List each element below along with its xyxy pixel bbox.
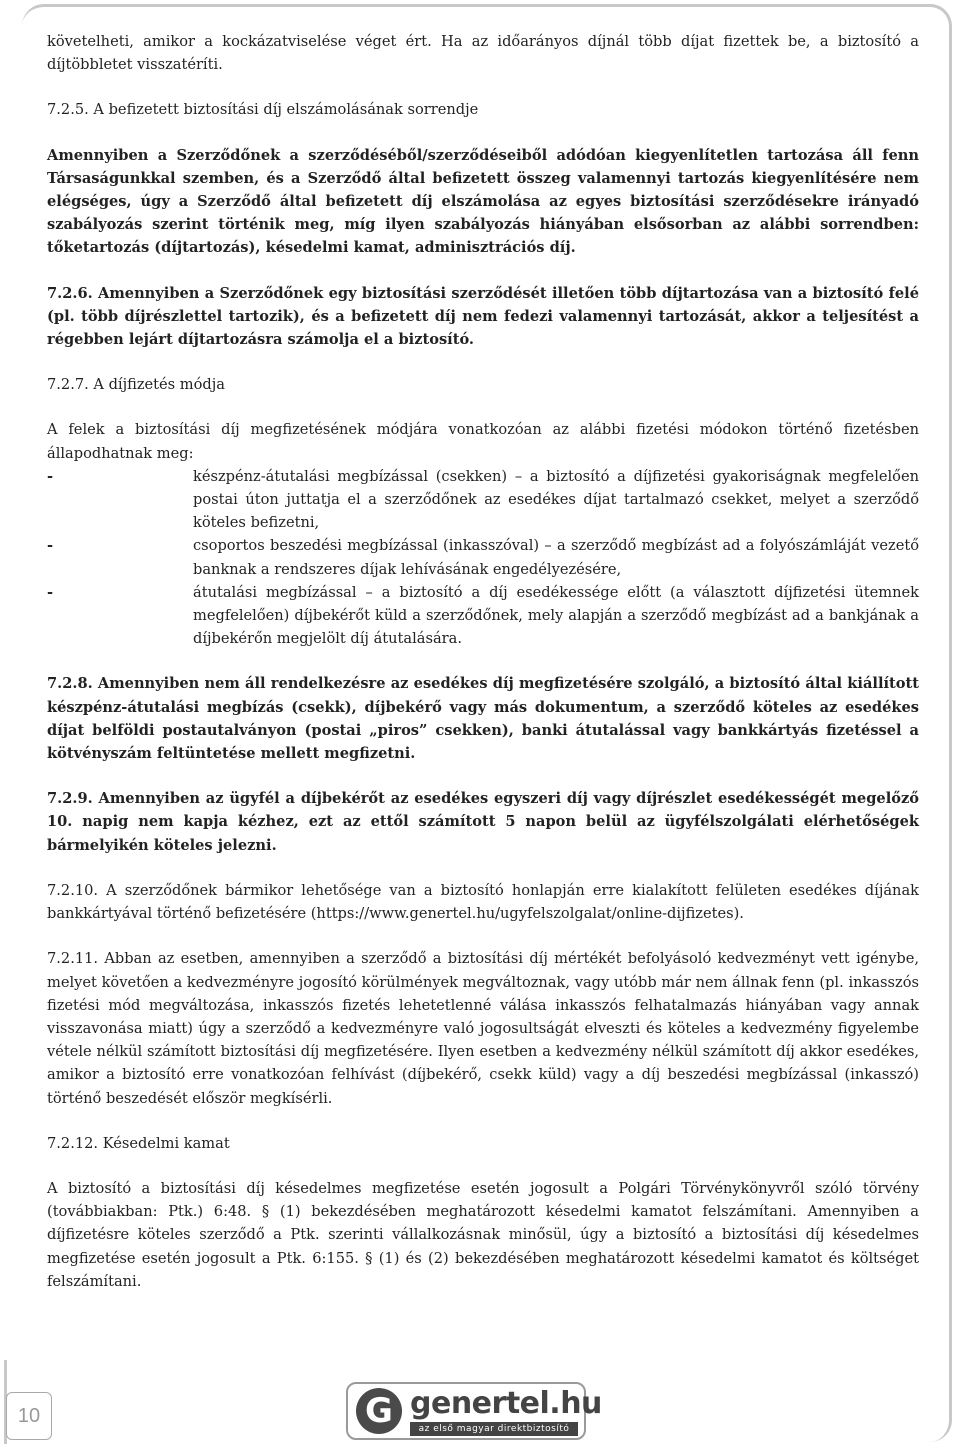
heading-7-2-7: 7.2.7. A díjfizetés módja: [47, 376, 226, 394]
list-item: - készpénz-átutalási megbízással (csekken) – a biztosító a díjfizetési gyakoriságnak megfelelően postai úton juttatja el a szerződőnek az esedékes díjat tartalmazó csekket, melyet a szerződő köteles befizetni,: [47, 467, 919, 532]
list-item: - átutalási megbízással – a biztosító a díj esedékessége előtt (a választott díjfizetési ütemnek megfelelően) díjbekérőt küld a szerződőnek, mely alapján a szerződő megbízást ad a bankjának a díjbekérőn megjelölt díj átutalására.: [47, 583, 919, 648]
paragraph-7-2-10: 7.2.10. A szerződőnek bármikor lehetősége van a biztosító honlapján erre kialakított felületen esedékes díjának bankkártyával történő befizetésére (https://www.genertel.hu/ugyfelszolgalat/online-dijfizetes).: [47, 881, 919, 923]
paragraph-7-2-6: 7.2.6. Amennyiben a Szerződőnek egy biztosítási szerződését illetően több díjtartozása van a biztosító felé (pl. több díjrészlettel tartozik), és a befizetett díj nem fedezi valamennyi tartozását, akkor a teljesítést a régebben lejárt díjtartozásra számolja el a biztosító.: [47, 284, 919, 349]
paragraph-7-2-12: A biztosító a biztosítási díj késedelmes megfizetése esetén jogosult a Polgári Törvénykönyvről szóló törvény (továbbiakban: Ptk.) 6:48. § (1) bekezdésében meghatározott késedelmi kamatot felszámítani. Amennyiben a díjfizetésre köteles szerződő a Ptk. szerinti vállalkozásnak minősül, úgy a biztosító a biztosítási díj késedelmes megfizetése esetén jogosult a Ptk. 6:155. § (1) és (2) bekezdésében meghatározott késedelmi kamatot és költséget felszámítani.: [47, 1179, 919, 1290]
paragraph-7-2-9: 7.2.9. Amennyiben az ügyfél a díjbekérőt az esedékes egyszeri díj vagy díjrészlet esedékességét megelőző 10. napig nem kapja kézhez, ezt az ettől számított 5 napon belül az ügyfélszolgálati elérhetőségek bármelyikén köteles jelezni.: [47, 790, 919, 854]
genertel-logo: [346, 1382, 602, 1440]
paragraph-7-2-11: 7.2.11. Abban az esetben, amennyiben a szerződő a biztosítási díj mértékét befolyásoló kedvezményt vett igénybe, melyet követően a kedvezményre jogosító körülmények megváltoznak, vagy utóbb már nem állnak fenn (pl. inkasszós fizetési mód megváltozása, inkasszós fizetés lehetetlenné válása inkasszós felhatalmazás hiányában vagy annak visszavonása miatt) úgy a szerződő a kedvezményre való jogosultságát elveszti és köteles a kedvezmény figyelembe vétele nélkül számított biztosítási díj megfizetésére. Ilyen esetben a kedvezmény nélkül számított díj akkor esedékes, amikor a biztosító erre vonatkozóan felhívást (díjbekérő, csekk küld) vagy a díj beszedési megbízással (inkasszó) történő beszedését először megkísérli.: [47, 950, 919, 1107]
paragraph-7-2-8: 7.2.8. Amennyiben nem áll rendelkezésre az esedékes díj megfizetésére szolgáló, a biztosító által kiállított készpénz-átutalási megbízás (csekk), díjbekérő vagy más dokumentum, a szerződő köteles az esedékes díjat belföldi postautalványon (postai „piros” csekken), banki átutalással vagy bankkártyás fizetéssel a kötvényszám feltüntetése mellett megfizetni.: [47, 675, 919, 763]
heading-7-2-12: 7.2.12. Késedelmi kamat: [47, 1134, 230, 1152]
logo-name: genertel.hu: [410, 1386, 602, 1421]
paragraph-intro: követelheti, amikor a kockázatviselése véget ért. Ha az időarányos díjnál több díjat fizettek be, a biztosító a díjtöbbletet visszatéríti.: [47, 33, 919, 74]
page-number: 10: [6, 1392, 52, 1440]
heading-7-2-5: 7.2.5. A befizetett biztosítási díj elszámolásának sorrendje: [47, 101, 479, 119]
document-body: [47, 30, 919, 1293]
list-item: - csoportos beszedési megbízással (inkasszóval) – a szerződő megbízást ad a folyószámláját vezető banknak a rendszeres díjak lehívásának engedélyezésére,: [47, 537, 919, 578]
paragraph-7-2-7: A felek a biztosítási díj megfizetésének módjára vonatkozóan az alábbi fizetési módokon történő fizetésben állapodhatnak meg:: [47, 421, 919, 462]
logo-mark-icon: G: [356, 1388, 402, 1434]
paragraph-7-2-5: Amennyiben a Szerződőnek a szerződéséből/szerződéseiből adódóan kiegyenlítetlen tartozása áll fenn Társaságunkkal szemben, és a Szerződő által befizetett összeg valamennyi tartozás kiegyenlítésére nem elégséges, úgy a Szerződő által befizetett díj elszámolása az egyes biztosítási szerződésekre irányadó szabályozás szerint történik meg, míg ilyen szabályozás hiányában elsősorban az alábbi sorrendben: tőketartozás (díjtartozás), késedelmi kamat, adminisztrációs díj.: [47, 146, 919, 257]
logo-tagline: az első magyar direktbiztosító: [410, 1422, 578, 1436]
